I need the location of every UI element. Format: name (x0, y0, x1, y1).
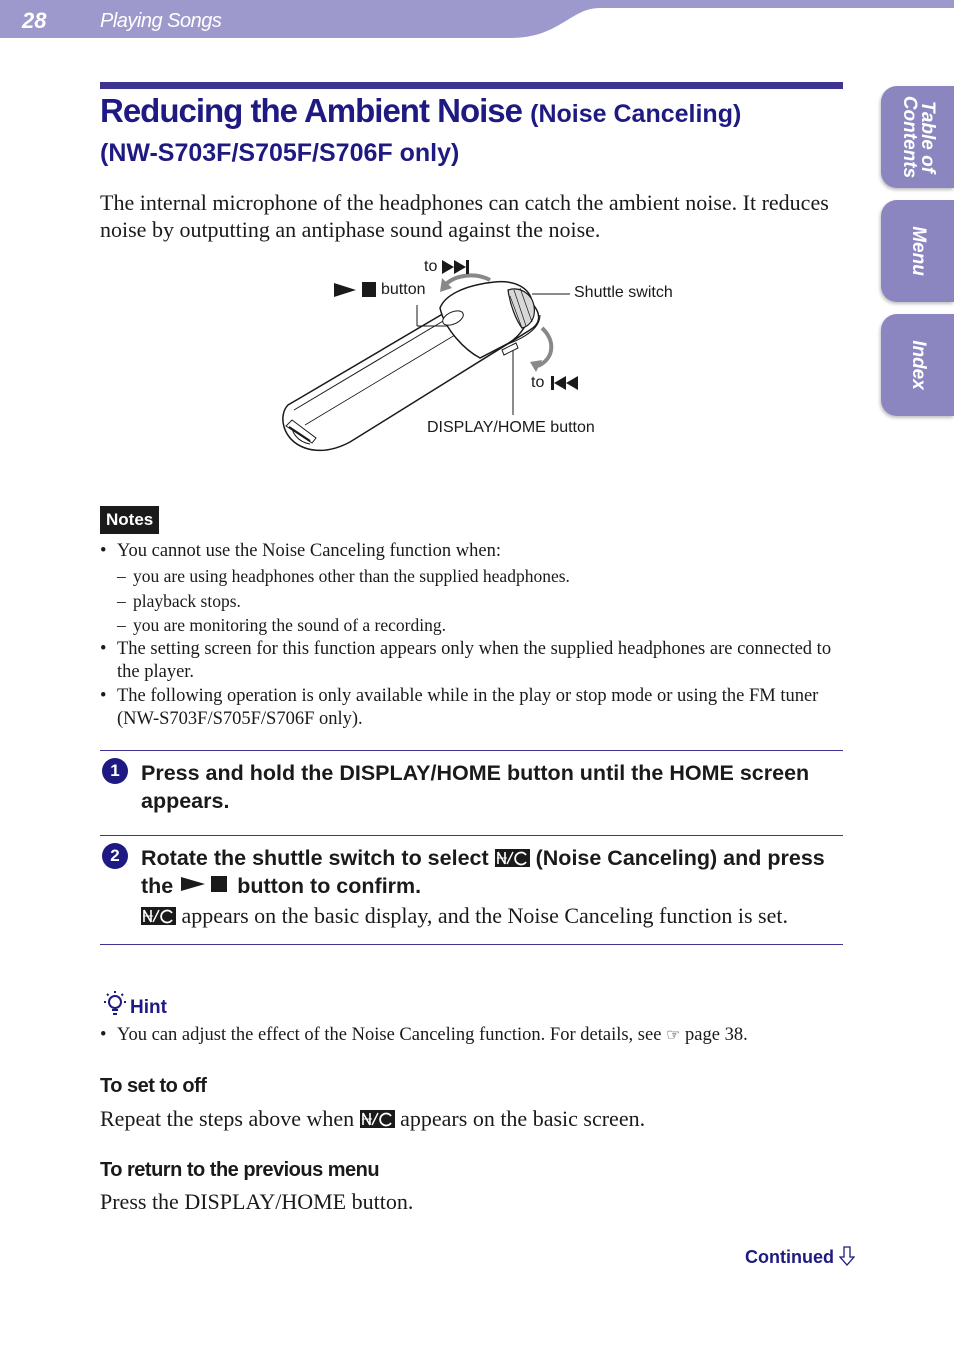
hint-label: Hint (130, 997, 167, 1018)
continued-link[interactable]: Continued (745, 1246, 855, 1268)
to-return-heading: To return to the previous menu (100, 1159, 380, 1181)
note-item: • The setting screen for this function appears only when the supplied headphones are connected to the player. (100, 639, 832, 682)
label-play-stop-button: button (381, 281, 426, 298)
hint-item: • You can adjust the effect of the Noise Canceling function. For details, see ☞ page 38. (100, 1025, 748, 1045)
intro-paragraph: The internal microphone of the headphones can catch the ambient noise. It reduces noise by outputting an antiphase sound against the noise. (100, 190, 829, 242)
to-set-off-heading: To set to off (100, 1075, 207, 1097)
step-number-1: 1 (102, 758, 128, 784)
notes-badge: Notes (100, 506, 159, 534)
step-number-2: 2 (102, 843, 128, 869)
step-2-result: appears on the basic display, and the Noise Canceling function is set. (141, 902, 851, 929)
note-item: • You cannot use the Noise Canceling function when: (100, 541, 501, 561)
play-stop-icon (179, 875, 231, 893)
tab-label: Index (907, 340, 929, 390)
section-name: Playing Songs (100, 10, 222, 32)
sub-item: – you are using headphones other than the supplied headphones. (117, 566, 570, 586)
note-item: • The following operation is only available while in the play or stop mode or using the FM tuner (NW-S703F/S705F/S706F only). (100, 686, 819, 729)
tab-menu[interactable] (881, 200, 954, 302)
page-title (100, 92, 741, 130)
down-arrow-icon (839, 1246, 855, 1266)
sub-item: – playback stops. (117, 591, 241, 611)
hint-lightbulb-icon (101, 990, 129, 1018)
step-rule (100, 750, 843, 751)
title-models: (NW-S703F/S705F/S706F only) (100, 139, 460, 167)
label-to-next: to (424, 258, 438, 275)
to-set-off-text: Repeat the steps above when appears on the basic screen. (100, 1106, 646, 1131)
page-number: 28 (22, 8, 47, 33)
reference-hand-icon: ☞ (666, 1027, 681, 1044)
tab-index[interactable] (881, 314, 954, 416)
bullet-icon: • (100, 541, 107, 561)
step-2-text: Rotate the shuttle switch to select (Noise Canceling) and press the button to confirm. (141, 846, 825, 898)
bullet-icon: • (100, 686, 107, 706)
sub-item: – you are monitoring the sound of a recording. (117, 615, 446, 635)
noise-canceling-icon (141, 907, 176, 925)
tab-label: Table of Contents (898, 95, 938, 179)
step-1-text: Press and hold the DISPLAY/HOME button until the HOME screen appears. (141, 761, 810, 813)
label-display-home-button: DISPLAY/HOME button (427, 419, 595, 436)
step-rule (100, 944, 843, 945)
noise-canceling-icon (360, 1110, 395, 1128)
tab-label: Menu (907, 226, 929, 276)
page-reference-link[interactable]: page 38. (685, 1025, 748, 1045)
bullet-icon: • (100, 1025, 107, 1045)
to-return-text: Press the DISPLAY/HOME button. (100, 1189, 414, 1214)
label-to-prev: to (531, 374, 545, 391)
title-main: Reducing the Ambient Noise (100, 92, 522, 129)
noise-canceling-icon (495, 849, 530, 867)
label-shuttle-switch: Shuttle switch (574, 284, 673, 301)
title-paren: (Noise Canceling) (530, 100, 742, 128)
title-rule (100, 82, 843, 89)
step-rule (100, 835, 843, 836)
tab-table-of-contents[interactable] (881, 86, 954, 188)
bullet-icon: • (100, 639, 107, 659)
